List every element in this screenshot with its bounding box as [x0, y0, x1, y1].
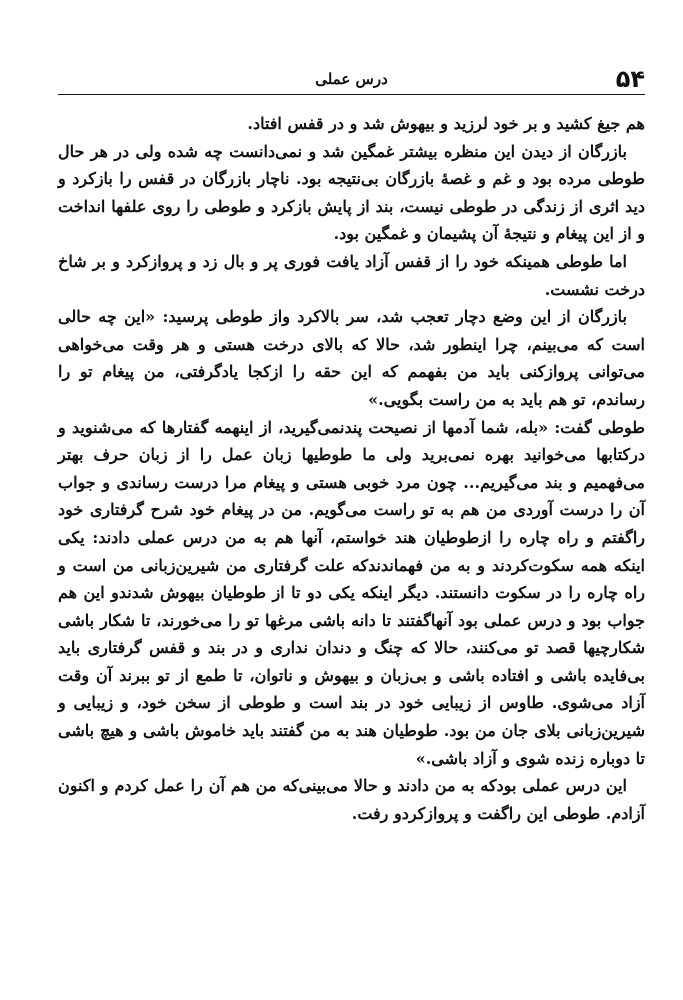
paragraph-5: طوطی گفت: «بله، شما آدمها از نصیحت پندنمی‌گیرید، از اینهمه گفتارها که می‌شنوید و درکتابها می‌خوانید بهره نمی‌برید ولی ما طوطیها زبان عمل را از زبان حرف بهتر می‌فهمیم و بند می‌گیریم... چون مرد خوبی هستی و پیغام مرا درست رساندی و جواب آن را درست آوردی من هم به تو راست می‌گویم. من در پیغام خود شرح گرفتاری خود راگفتم و راه چاره را ازطوطیان هند خواستم، آنها هم به من درس عملی دادند: یکی اینکه همه سکوت‌کردند و به من فهماندندکه علت گرفتاری من شیرین‌زبانی من است و راه چاره را در سکوت دانستند. دیگر اینکه یکی دو تا از طوطیان بیهوش شدندو این هم جواب بود و درس عملی بود آنهاگفتند تا دانه باشی مرغها تو را می‌خورند، تا شکار باشی شکارچیها قصد تو می‌کنند، حالا که چنگ و دندان نداری و در بند و قفس گرفتاری باید بی‌فایده باشی و افتاده باشی و بی‌زبان و بیهوش و ناتوان، تا طمع از تو ببرند آن وقت آزاد می‌شوی. طاوس از زیبایی خود در بند است و طوطی از سخن خود، و زیبایی و شیرین‌زبانی بلای جان من بود. طوطیان هند به من گفتند باید خاموش باشی و هیچ باشی تا دوباره زنده شوی و آزاد باشی.»: [58, 417, 645, 768]
body-text: [58, 110, 645, 827]
running-title: درس عملی: [315, 70, 388, 88]
paragraph-3: اما طوطی همینکه خود را از قفس آزاد یافت فوری پر و بال زد و پروازکرد و بر شاخ درخت نشست.: [58, 251, 645, 299]
paragraph-4: بازرگان از این وضع دچار تعجب شد، سر بالاکرد واز طوطی پرسید: «این چه حالی است که می‌بینم، چرا اینطور شد، حالا که بالای درخت هستی و هر وقت می‌خواهی می‌توانی پروازکنی باید من بفهمم که این حقه را ازکجا یادگرفتی، من پیغام تو را رساندم، تو هم باید به من راست بگویی.»: [58, 307, 645, 409]
paragraph-1: هم جیغ کشید و بر خود لرزید و بیهوش شد و در قفس افتاد.: [247, 114, 645, 133]
paragraph-2: بازرگان از دیدن این منظره بیشتر غمگین شد و نمی‌دانست چه شده ولی در هر حال طوطی مرده بود و غم و غصهٔ بازرگان بی‌نتیجه بود. ناچار بازرگان در قفس را بازکرد و دید اثری از زندگی در طوطی نیست، بند از پایش بازکرد و طوطی را روی علفها انداخت و از این پیغام و نتیجهٔ آن پشیمان و غمگین بود.: [58, 141, 645, 244]
page-header: [58, 64, 645, 95]
page-number: ۵۴: [615, 65, 645, 93]
paragraph-6: این درس عملی بودکه به من دادند و حالا می‌بینی‌که من هم آن را عمل کردم و اکنون آزادم. طوطی این راگفت و پروازکردو رفت.: [58, 776, 645, 823]
